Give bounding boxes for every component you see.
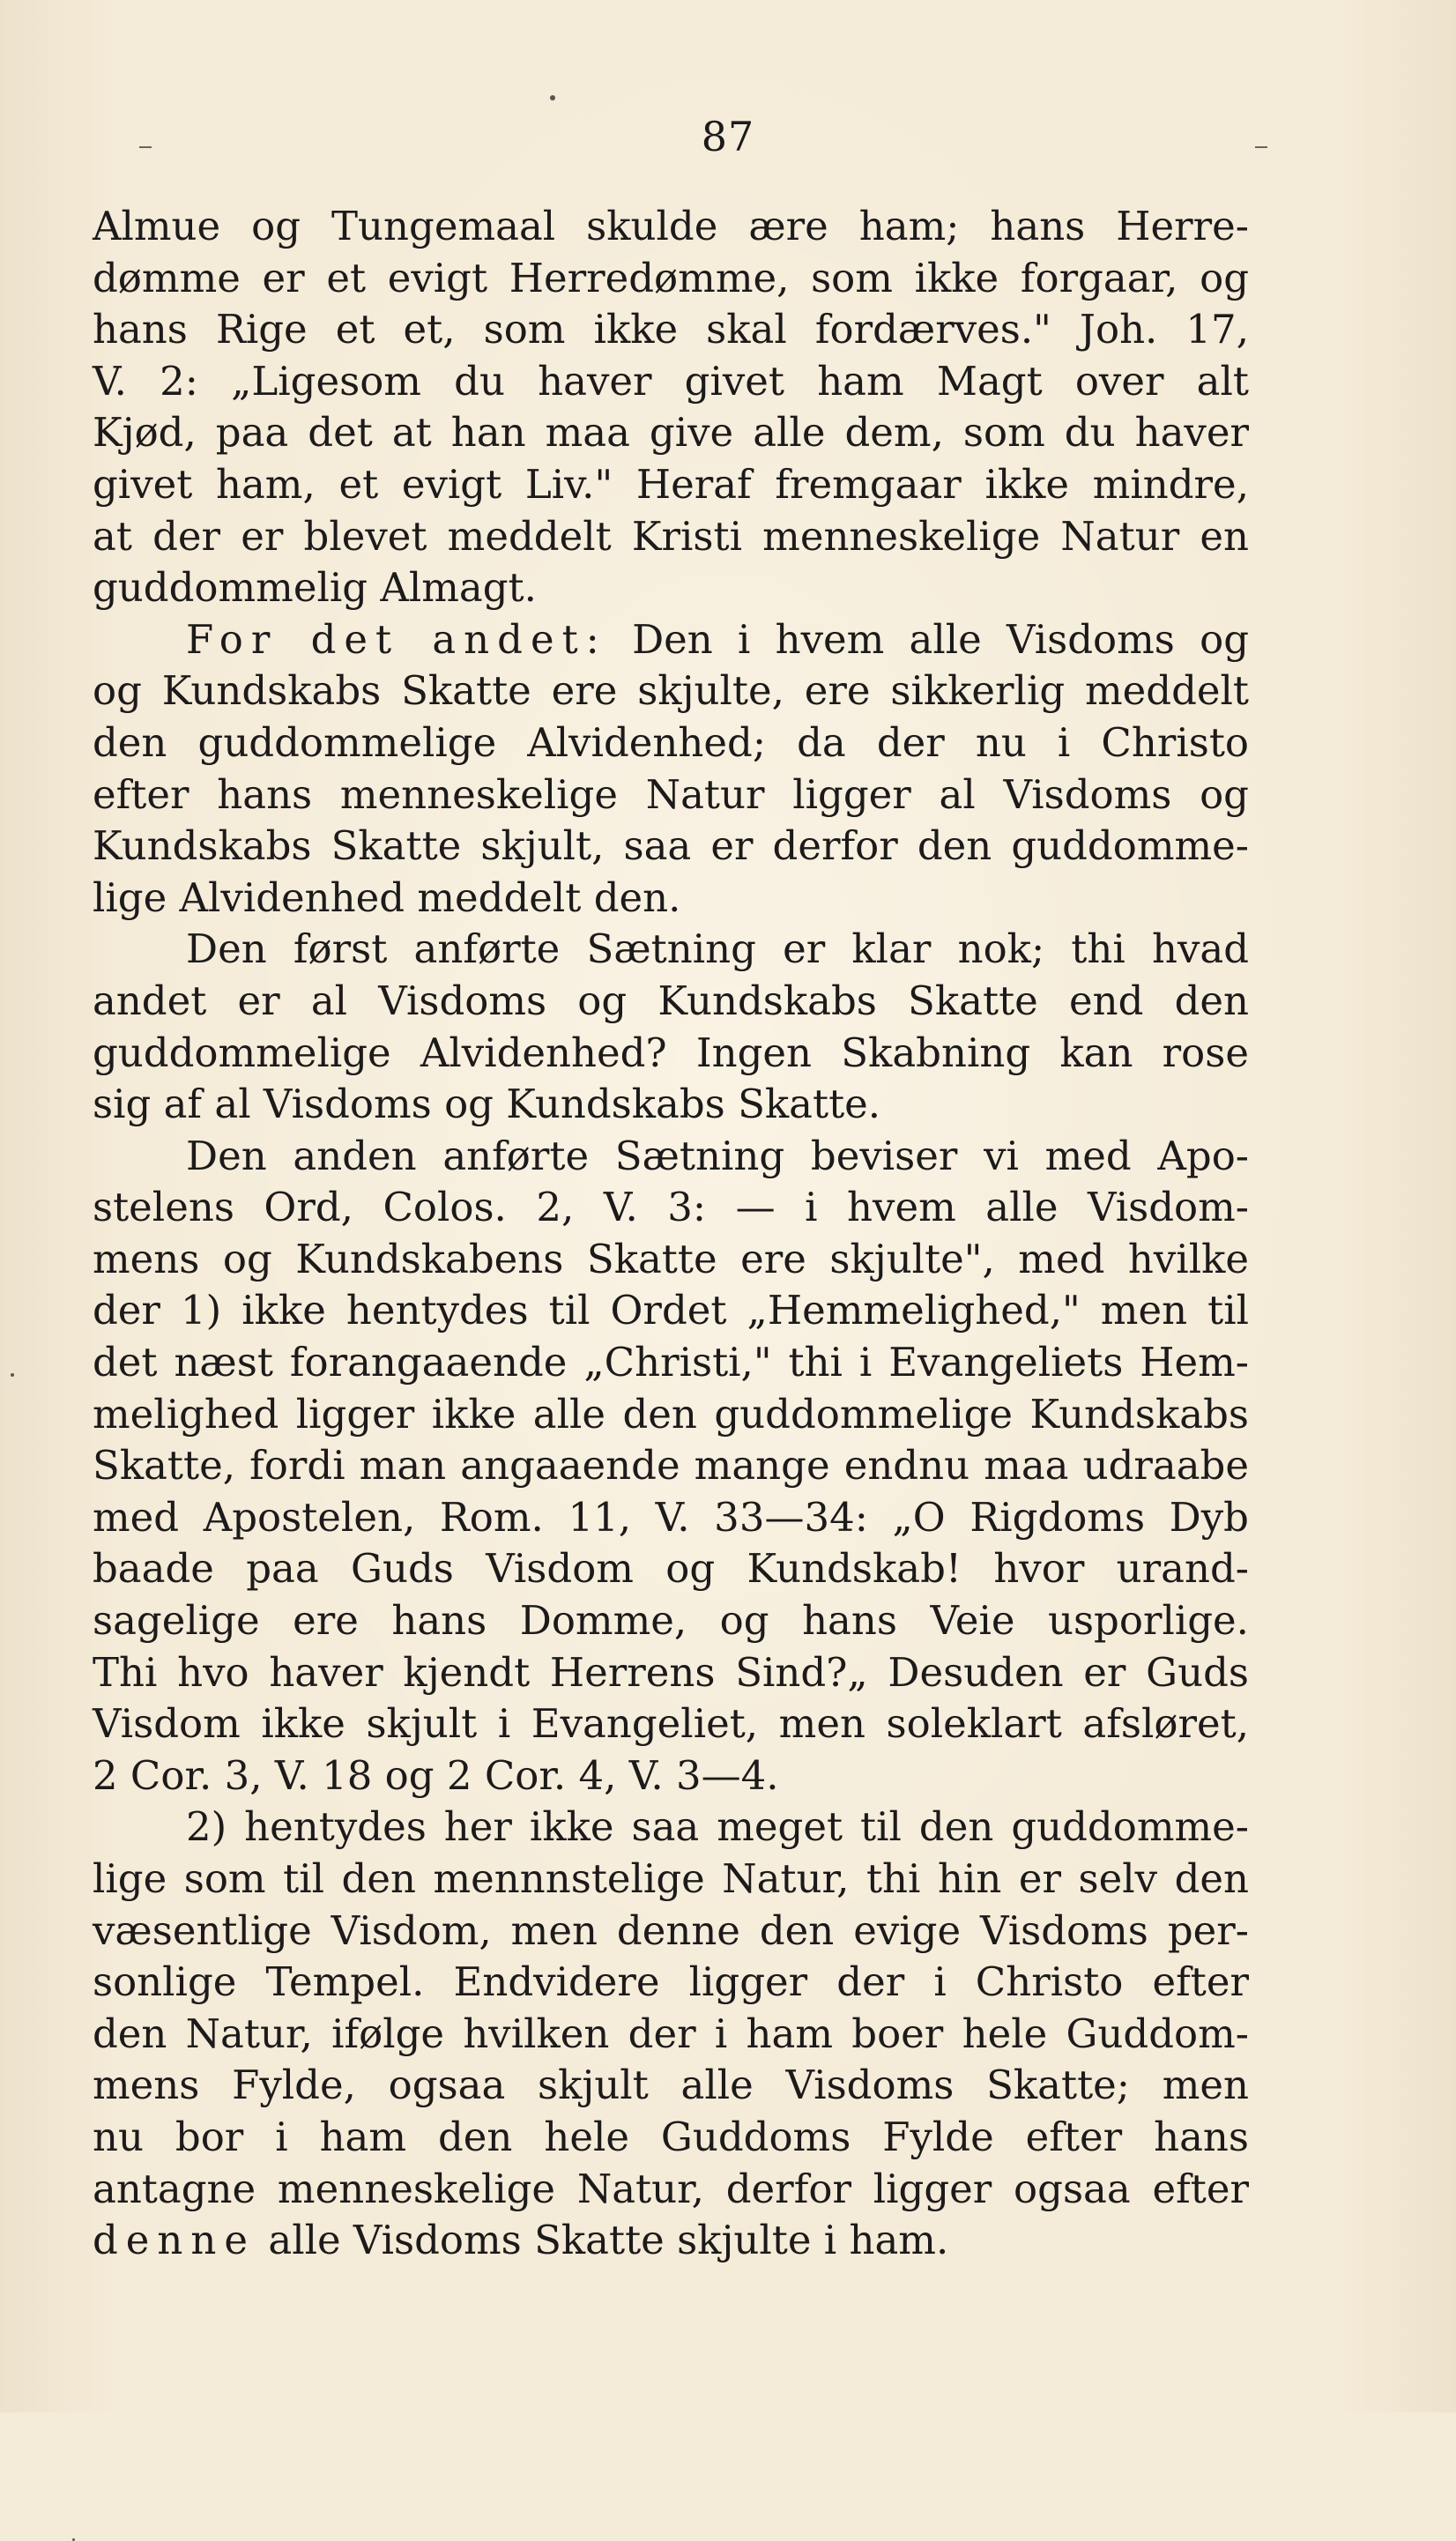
page-number: 87	[701, 113, 755, 160]
text-line: sonlige Tempel. Endvidere ligger der i Christo efter	[93, 1958, 1249, 2006]
text-line: V. 2: „Ligesom du haver givet ham Magt over alt	[93, 357, 1249, 405]
text-line: andet er al Visdoms og Kundskabs Skatte end den	[93, 977, 1249, 1024]
text-line: hans Rige et et, som ikke skal fordærves." Joh. 17,	[93, 306, 1249, 353]
text-line: 2 Cor. 3, V. 18 og 2 Cor. 4, V. 3—4.	[93, 1751, 779, 1799]
text-line: mens og Kundskabens Skatte ere skjulte", med hvilke	[93, 1235, 1249, 1282]
text-line: givet ham, et evigt Liv." Heraf fremgaar ikke mindre,	[93, 460, 1249, 508]
text-line-rest: Den i hvem alle Visdoms og	[632, 615, 1249, 663]
text-line: Visdom ikke skjult i Evangeliet, men soleklart afsløret,	[93, 1700, 1249, 1748]
text-line: efter hans menneskelige Natur ligger al Visdoms og	[93, 770, 1249, 818]
text-line: guddommelige Alvidenhed? Ingen Skabning kan rose	[93, 1029, 1249, 1076]
text-line: sagelige ere hans Domme, og hans Veie usporlige.	[93, 1597, 1249, 1645]
body-text	[93, 201, 1249, 2267]
text-line: lige som til den mennnstelige Natur, thi hin er selv den	[93, 1855, 1249, 1902]
text-line: melighed ligger ikke alle den guddommelige Kundskabs	[93, 1390, 1249, 1438]
text-line-final	[93, 2215, 1249, 2267]
text-line-paragraph-start: 2) hentydes her ikke saa meget til den guddomme-	[186, 1803, 1249, 1851]
margin-speck-left	[11, 1373, 14, 1377]
text-line: det næst forangaaende „Christi," thi i Evangeliets Hem-	[93, 1339, 1249, 1386]
text-line: og Kundskabs Skatte ere skjulte, ere sikkerlig meddelt	[93, 667, 1249, 715]
text-line-paragraph-start: Den først anførte Sætning er klar nok; thi hvad	[186, 925, 1249, 973]
text-line: antagne menneskelige Natur, derfor ligger ogsaa efter	[93, 2165, 1249, 2212]
text-line: Kundskabs Skatte skjult, saa er derfor den guddomme-	[93, 822, 1249, 870]
text-line: lige Alvidenhed meddelt den.	[93, 873, 681, 921]
text-line: Kjød, paa det at han maa give alle dem, som du haver	[93, 409, 1249, 457]
text-line-rest: alle Visdoms Skatte skjulte i ham.	[268, 2217, 949, 2264]
text-line: at der er blevet meddelt Kristi menneskelige Natur en	[93, 512, 1249, 560]
text-line: den guddommelige Alvidenhed; da der nu i Christo	[93, 718, 1249, 766]
text-line-paragraph-start: Den anden anførte Sætning beviser vi med Apo-	[186, 1132, 1249, 1179]
text-line: Thi hvo haver kjendt Herrens Sind?„ Desuden er Guds	[93, 1648, 1249, 1696]
text-line: med Apostelen, Rom. 11, V. 33—34: „O Rigdoms Dyb	[93, 1493, 1249, 1541]
text-line: sig af al Visdoms og Kundskabs Skatte.	[93, 1081, 881, 1128]
text-line: den Natur, ifølge hvilken der i ham boer hele Guddom-	[93, 2010, 1249, 2057]
text-line: nu bor i ham den hele Guddoms Fylde efter hans	[93, 2113, 1249, 2160]
text-line: der 1) ikke hentydes til Ordet „Hemmelighed," men til	[93, 1287, 1249, 1334]
text-line: guddommelig Almagt.	[93, 564, 537, 612]
emphasis-lead: denne	[93, 2217, 256, 2264]
text-line-paragraph-start	[93, 614, 1249, 666]
printer-mark-top	[550, 95, 555, 100]
text-line: væsentlige Visdom, men denne den evige Visdoms per-	[93, 1906, 1249, 1954]
text-line: Almue og Tungemaal skulde ære ham; hans Herre-	[93, 203, 1249, 249]
text-line: baade paa Guds Visdom og Kundskab! hvor urand-	[93, 1545, 1249, 1593]
text-line: dømme er et evigt Herredømme, som ikke forgaar, og	[93, 254, 1249, 301]
text-line: stelens Ord, Colos. 2, V. 3: — i hvem alle Visdom-	[93, 1184, 1249, 1231]
text-line: mens Fylde, ogsaa skjult alle Visdoms Skatte; men	[93, 2062, 1249, 2109]
text-line: Skatte, fordi man angaaende mange endnu maa udraabe	[93, 1442, 1249, 1490]
emphasis-lead: For det andet:	[186, 615, 607, 663]
